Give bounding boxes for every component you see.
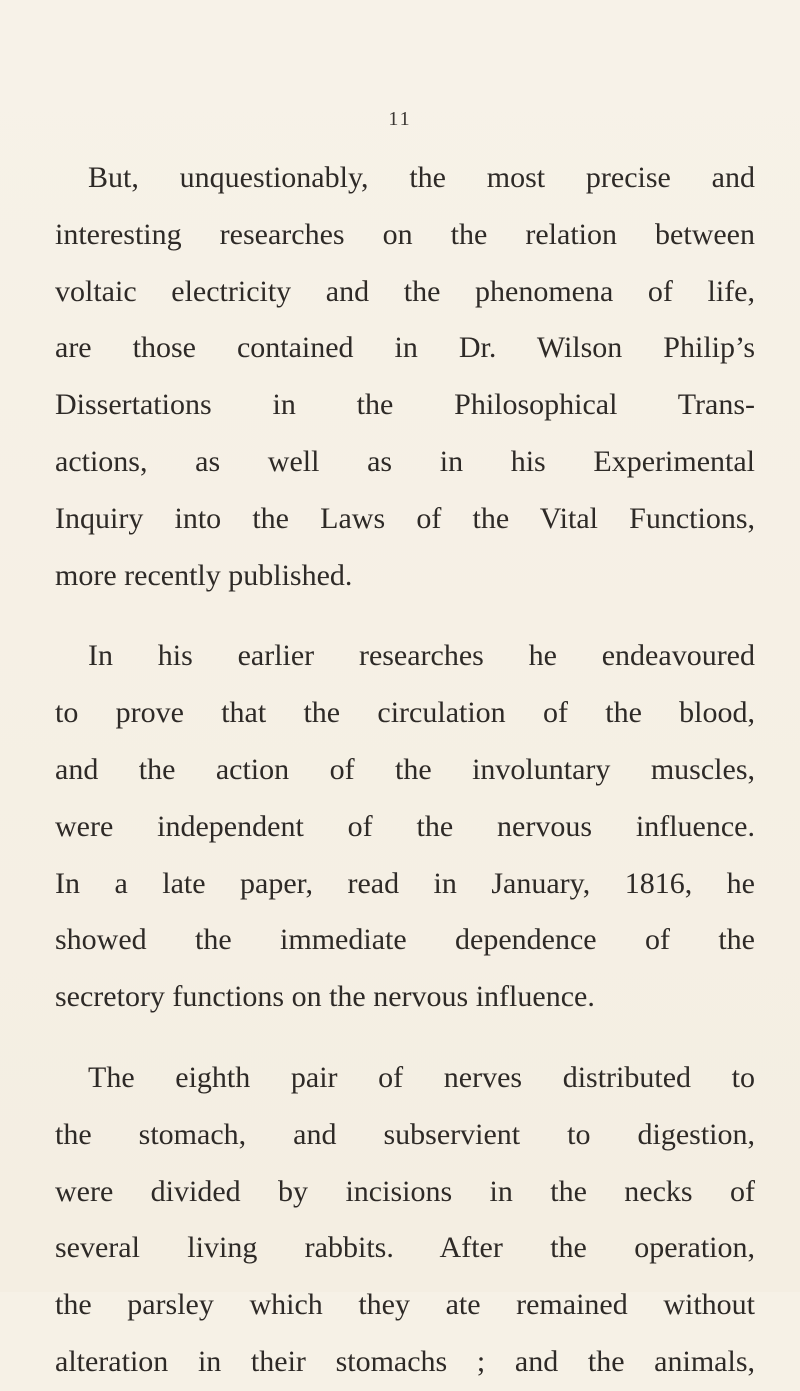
text-line: In a late paper, read in January, 1816, he <box>55 866 755 900</box>
text-line: to prove that the circulation of the blood, <box>55 696 755 730</box>
body-text <box>55 150 755 1391</box>
text-line: alteration in their stomachs ; and the animals, <box>55 1344 755 1378</box>
text-line: In his earlier researches he endeavoured <box>88 639 755 673</box>
page-number: 11 <box>388 108 412 130</box>
paragraph-2 <box>55 628 755 1026</box>
text-line: showed the immediate dependence of the <box>55 923 755 957</box>
text-line: the stomach, and subservient to digestion, <box>55 1117 755 1151</box>
text-line: But, unquestionably, the most precise and <box>88 161 755 194</box>
text-line: secretory functions on the nervous influence. <box>55 980 595 1014</box>
text-line: voltaic electricity and the phenomena of life, <box>55 274 755 308</box>
text-line: Inquiry into the Laws of the Vital Functions, <box>55 501 755 535</box>
paragraph-3 <box>55 1050 755 1391</box>
text-line: actions, as well as in his Experimental <box>55 444 755 478</box>
text-line: interesting researches on the relation between <box>55 217 755 251</box>
text-line: and the action of the involuntary muscles, <box>55 752 755 786</box>
text-line: were divided by incisions in the necks of <box>55 1174 755 1208</box>
text-line: The eighth pair of nerves distributed to <box>88 1060 755 1094</box>
text-line: the parsley which they ate remained without <box>55 1288 755 1322</box>
paragraph-1 <box>55 150 755 604</box>
text-line: are those contained in Dr. Wilson Philip’s <box>55 331 755 365</box>
text-line: several living rabbits. After the operation, <box>55 1231 755 1265</box>
text-line: were independent of the nervous influence. <box>55 809 755 843</box>
text-line: more recently published. <box>55 558 353 592</box>
text-line: Dissertations in the Philosophical Trans- <box>55 388 755 422</box>
